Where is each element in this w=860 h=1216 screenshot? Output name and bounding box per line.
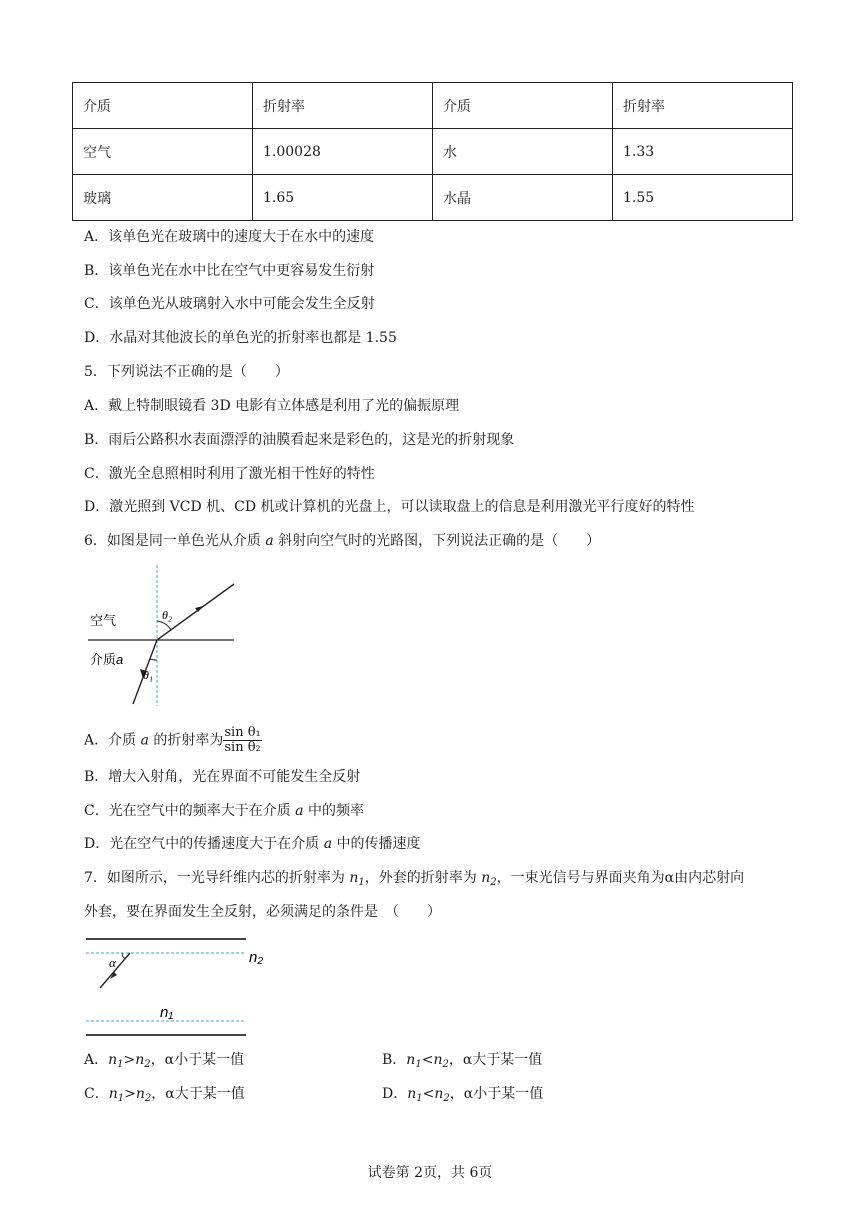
air-label: 空气 <box>90 613 117 628</box>
q7-stem-line1 <box>84 868 744 893</box>
q5-option-a: A．戴上特制眼镜看 3D 电影有立体感是利用了光的偏振原理 <box>84 398 460 414</box>
table-cell: 1.65 <box>253 175 433 221</box>
q6-option-text: 中的频率 <box>303 803 364 819</box>
q7-stem-text: ，外套的折射率为 <box>364 870 482 886</box>
fraction-numerator: sin θ₁ <box>224 725 261 740</box>
q7-var: n <box>434 1086 444 1102</box>
q7-var: n <box>135 1086 145 1102</box>
n2-label: n₂ <box>249 949 264 966</box>
theta2-label: θ₂ <box>162 608 173 622</box>
q7-stem-text: 7．如图所示，一光导纤维内芯的折射率为 <box>84 870 350 886</box>
q5-option-c: C．激光全息照相时利用了激光相干性好的特性 <box>84 466 375 482</box>
q6-stem <box>84 531 600 551</box>
q5-stem: 5．下列说法不正确的是（ ） <box>84 364 289 380</box>
q7-var: n <box>433 1052 443 1068</box>
q7-var-sub: 2 <box>490 877 497 888</box>
q7-var-sub: 1 <box>117 1059 124 1070</box>
q7-stem-text: ，一束光信号与界面夹角为α由内芯射向 <box>496 870 745 886</box>
q7-option-c <box>84 1084 245 1109</box>
page-footer: 试卷第 2页，共 6页 <box>367 1165 493 1181</box>
option-letter: D． <box>382 1086 408 1102</box>
q7-option-b <box>382 1050 542 1075</box>
q7-stem-line2: 外套，要在界面发生全反射，必须满足的条件是 （ ） <box>84 904 441 920</box>
option-letter: B． <box>382 1052 407 1068</box>
relation: < <box>422 1086 435 1102</box>
q6-option-b: B．增大入射角，光在界面不可能发生全反射 <box>84 769 361 785</box>
q4-option-a: A．该单色光在玻璃中的速度大于在水中的速度 <box>84 229 375 245</box>
option-letter: A． <box>84 1052 109 1068</box>
q7-var-sub: 1 <box>358 877 365 888</box>
relation: > <box>124 1086 136 1102</box>
q6-option-a <box>84 726 262 755</box>
theta1-label: θ₁ <box>143 668 154 682</box>
q6-option-text: D．光在空气中的传播速度大于在介质 <box>84 836 324 852</box>
q6-option-text: 中的传播速度 <box>332 836 421 852</box>
table-header-row <box>73 83 793 129</box>
relation: < <box>421 1052 434 1068</box>
table-cell: 水晶 <box>433 175 613 221</box>
q7-var-sub: 2 <box>144 1059 151 1070</box>
q7-var-sub: 1 <box>117 1093 125 1104</box>
alpha-arc <box>122 953 125 959</box>
q5-option-b: B．雨后公路积水表面漂浮的油膜看起来是彩色的，这是光的折射现象 <box>84 432 515 448</box>
option-text: ，α小于某一值 <box>150 1052 245 1068</box>
table-cell: 玻璃 <box>73 175 253 221</box>
q7-var-sub: 2 <box>144 1093 152 1104</box>
table-cell: 1.00028 <box>253 129 433 175</box>
table-cell: 1.33 <box>613 129 793 175</box>
table-cell: 空气 <box>73 129 253 175</box>
fraction-denominator: sin θ₂ <box>224 740 261 755</box>
medium-label: 介质a <box>90 652 124 667</box>
q6-option-text: C．光在空气中的频率大于在介质 <box>84 803 296 819</box>
option-text: ，α大于某一值 <box>151 1086 245 1102</box>
q6-option-text: 的折射率为 <box>148 732 224 749</box>
q7-var-sub: 2 <box>442 1059 449 1070</box>
q6-stem-text: 斜射向空气时的光路图，下列说法正确的是（ ） <box>273 533 601 549</box>
alpha-label: α <box>109 955 116 970</box>
refraction-diagram <box>84 563 244 708</box>
q6-option-var: a <box>295 803 304 819</box>
optical-fiber-diagram <box>84 933 274 1039</box>
q7-var: n <box>349 870 359 886</box>
table-cell: 折射率 <box>253 83 433 129</box>
q7-var-sub: 1 <box>415 1059 422 1070</box>
q7-var: n <box>406 1052 416 1068</box>
table-cell: 介质 <box>73 83 253 129</box>
q6-stem-text: 6．如图是同一单色光从介质 <box>84 533 266 549</box>
q6-option-text: A．介质 <box>84 732 141 749</box>
q6-option-c <box>84 801 364 821</box>
relation: > <box>123 1052 136 1068</box>
q7-option-a <box>84 1050 244 1075</box>
q7-var: n <box>481 870 491 886</box>
table-cell: 水 <box>433 129 613 175</box>
theta2-arc <box>157 621 171 630</box>
table-row <box>73 129 793 175</box>
q4-option-b: B．该单色光在水中比在空气中更容易发生衍射 <box>84 263 375 279</box>
option-text: ，α小于某一值 <box>449 1086 544 1102</box>
table-cell: 1.55 <box>613 175 793 221</box>
n1-label: n₁ <box>160 1004 174 1021</box>
q6-option-d <box>84 834 421 854</box>
q7-var-sub: 2 <box>443 1093 450 1104</box>
table-cell: 折射率 <box>613 83 793 129</box>
option-letter: C． <box>84 1086 109 1102</box>
q7-var-sub: 1 <box>416 1093 423 1104</box>
option-text: ，α大于某一值 <box>448 1052 543 1068</box>
q7-option-d <box>382 1084 543 1109</box>
q7-var: n <box>108 1086 118 1102</box>
q5-option-d: D．激光照到 VCD 机、CD 机或计算机的光盘上，可以读取盘上的信息是利用激光平行度好的特性 <box>84 499 695 515</box>
q6-stem-var: a <box>265 533 274 549</box>
table-row <box>73 175 793 221</box>
fraction <box>223 726 261 755</box>
theta1-arc <box>150 659 157 660</box>
q7-var: n <box>135 1052 145 1068</box>
q7-var: n <box>407 1086 417 1102</box>
table-cell: 介质 <box>433 83 613 129</box>
refractive-index-table <box>72 82 793 221</box>
q4-option-d: D．水晶对其他波长的单色光的折射率也都是 1.55 <box>84 330 397 346</box>
q6-option-var: a <box>323 836 333 852</box>
q6-option-var: a <box>140 732 149 749</box>
q7-var: n <box>108 1052 118 1068</box>
q4-option-c: C．该单色光从玻璃射入水中可能会发生全反射 <box>84 296 375 312</box>
